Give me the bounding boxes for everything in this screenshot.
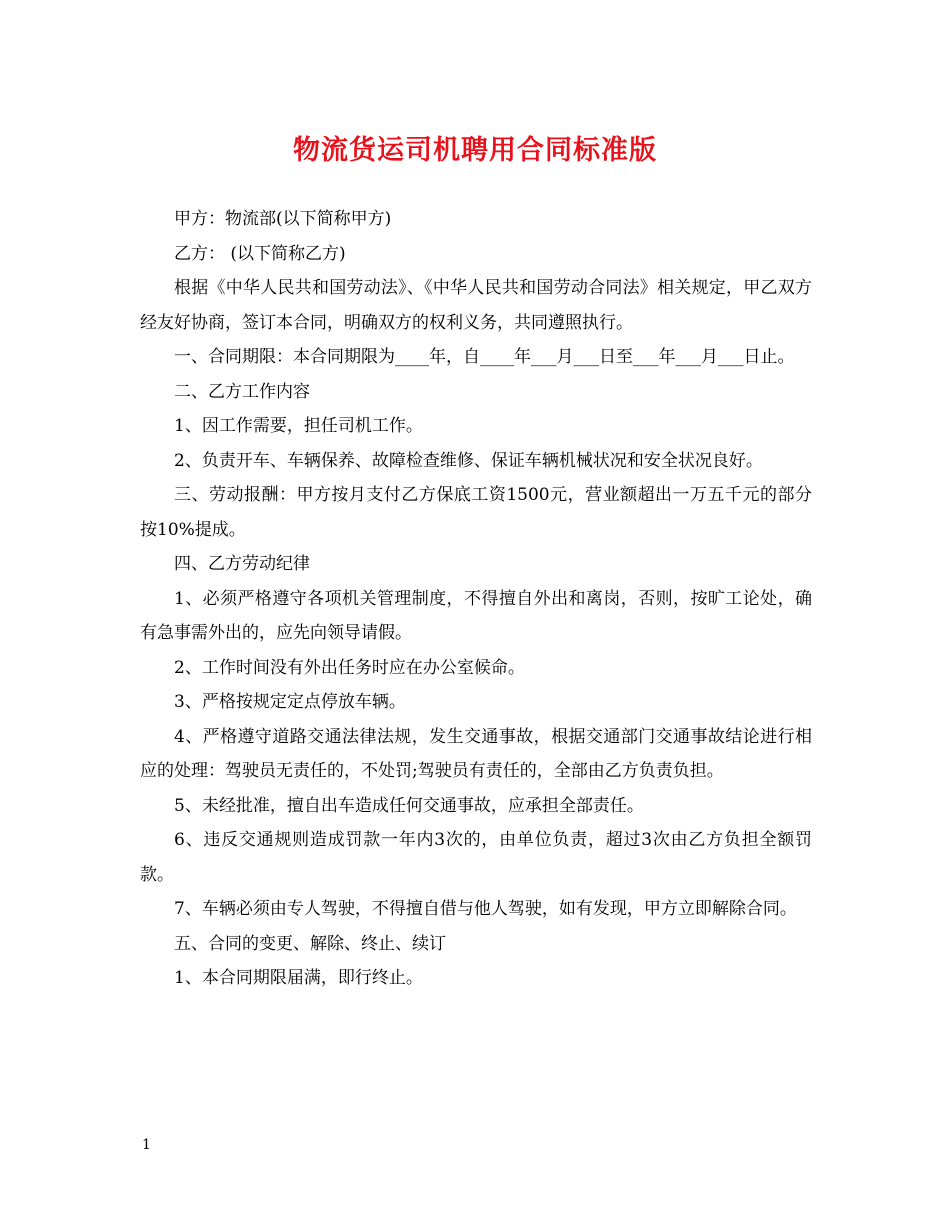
work-content-item-2: 2、负责开车、车辆保养、故障检查维修、保证车辆机械状况和安全状况良好。 xyxy=(174,450,763,471)
document-title: 物流货运司机聘用合同标准版 xyxy=(293,135,657,166)
section-heading-work-content: 二、乙方工作内容 xyxy=(174,381,310,402)
discipline-item-7: 7、车辆必须由专人驾驶，不得擅自借与他人驾驶，如有发现，甲方立即解除合同。 xyxy=(174,899,797,919)
discipline-item-2: 2、工作时间没有外出任务时应在办公室候命。 xyxy=(174,657,525,678)
discipline-item-1: 1、必须严格遵守各项机关管理制度，不得擅自外出和离岗，否则，按旷工论处，确有急事需外出的，应先向领导请假。 xyxy=(140,588,812,643)
discipline-item-5: 5、未经批准，擅自出车造成任何交通事故，应承担全部责任。 xyxy=(174,795,644,816)
page-number: 1 xyxy=(142,1137,151,1153)
section-heading-contract-changes: 五、合同的变更、解除、终止、续订 xyxy=(174,933,446,954)
contract-changes-item-1: 1、本合同期限届满，即行终止。 xyxy=(174,968,423,988)
party-b-line: 乙方： (以下简称乙方) xyxy=(174,243,346,264)
discipline-item-3: 3、严格按规定定点停放车辆。 xyxy=(174,692,406,712)
remuneration-clause: 三、劳动报酬：甲方按月支付乙方保底工资1500元，营业额超出一万五千元的部分按10%提成。 xyxy=(140,485,812,540)
document-body xyxy=(140,202,812,996)
discipline-item-4: 4、严格遵守道路交通法律法规，发生交通事故，根据交通部门交通事故结论进行相应的处理：驾驶员无责任的，不处罚;驾驶员有责任的，全部由乙方负责负担。 xyxy=(140,726,812,781)
contract-term-clause: 一、合同期限：本合同期限为____年，自____年___月___日至___年___月___日止。 xyxy=(174,347,795,367)
party-a-line: 甲方：物流部(以下简称甲方) xyxy=(174,209,392,229)
preamble-paragraph: 根据《中华人民共和国劳动法》、《中华人民共和国劳动合同法》相关规定，甲乙双方经友好协商，签订本合同，明确双方的权利义务，共同遵照执行。 xyxy=(140,278,812,333)
work-content-item-1: 1、因工作需要，担任司机工作。 xyxy=(174,416,423,436)
discipline-item-6: 6、违反交通规则造成罚款一年内3次的，由单位负责，超过3次由乙方负担全额罚款。 xyxy=(140,830,812,885)
section-heading-discipline: 四、乙方劳动纪律 xyxy=(174,554,310,574)
